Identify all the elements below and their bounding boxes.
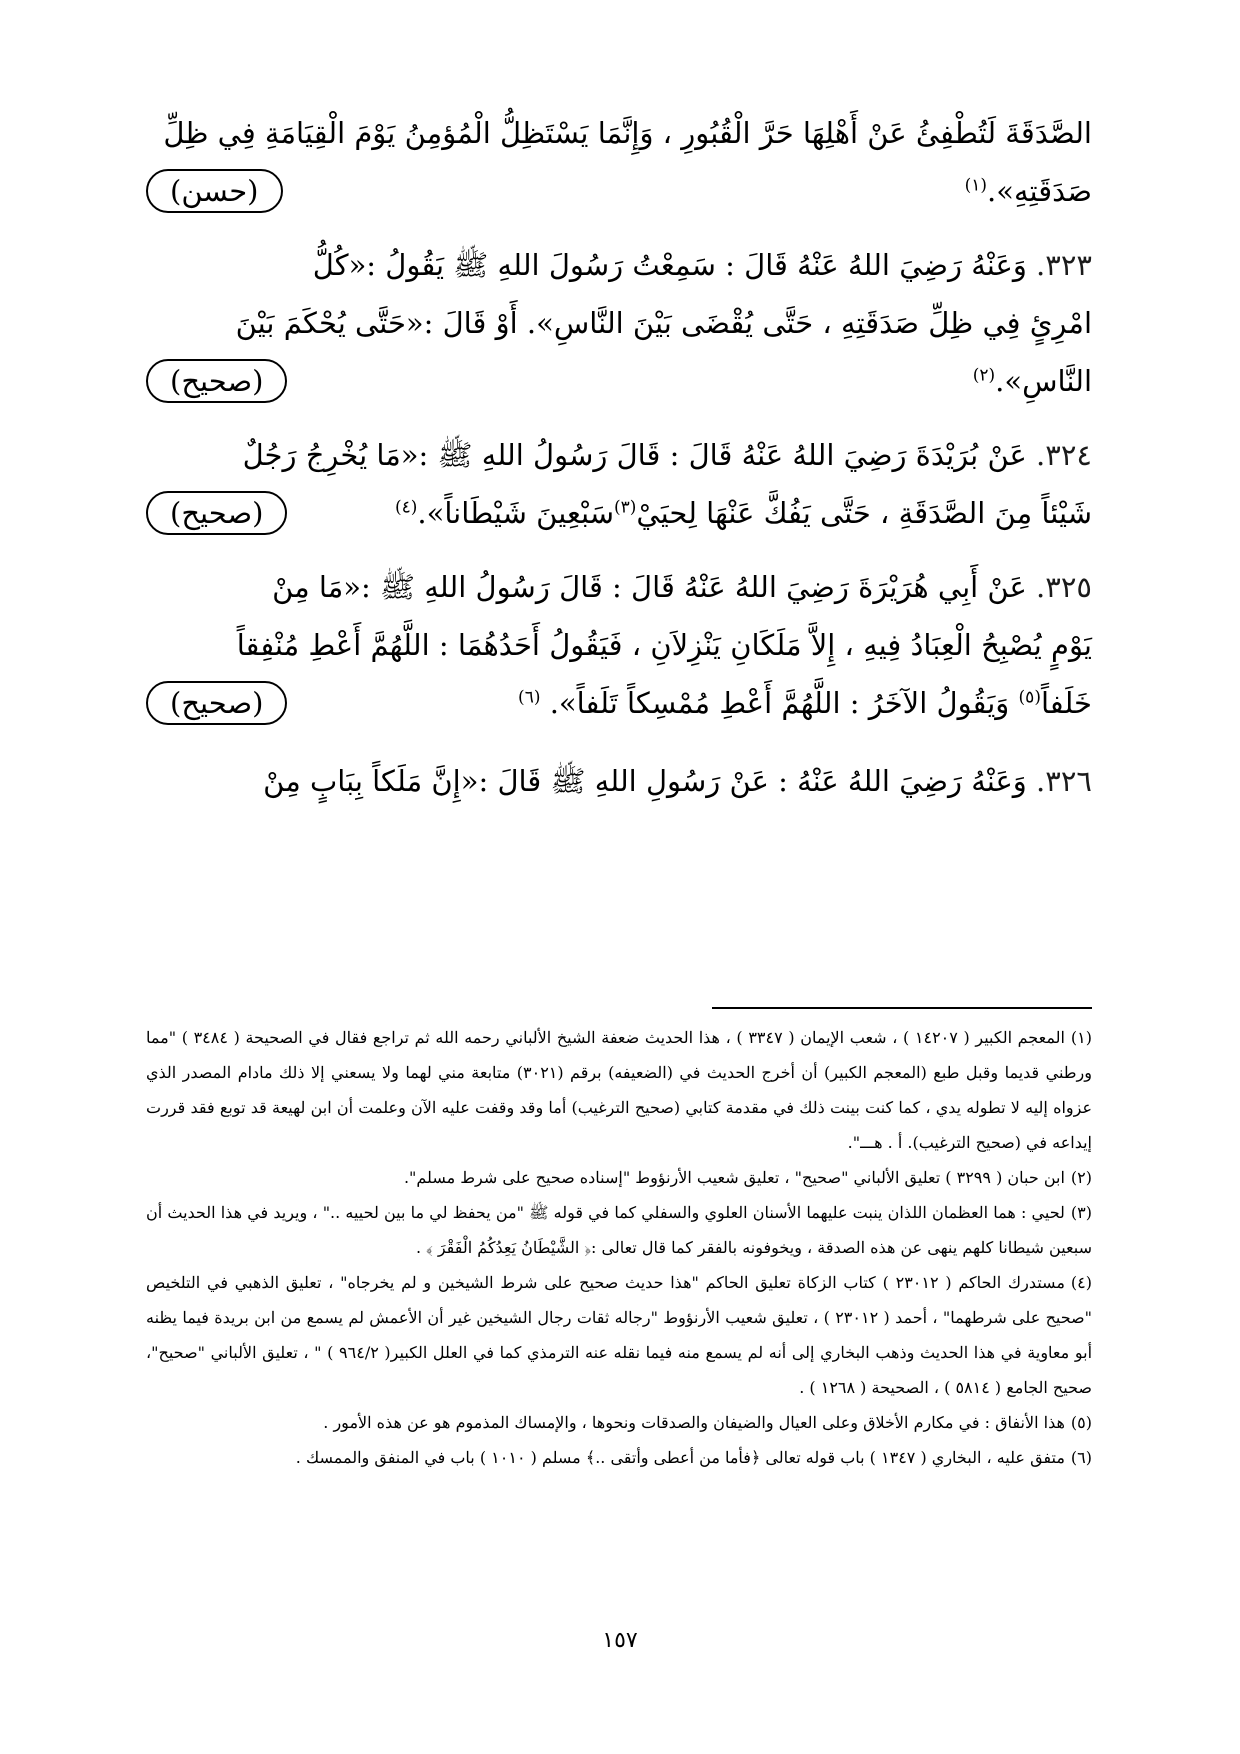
text-line: سَبْعِينَ شَيْطَاناً». bbox=[417, 496, 614, 530]
text-line bbox=[146, 752, 1092, 810]
footnote-2 bbox=[146, 1160, 1092, 1195]
hadith-number: ٣٢٤. bbox=[1036, 438, 1092, 472]
line-end bbox=[518, 674, 1092, 732]
text-line bbox=[146, 236, 1092, 294]
hadith-grade: (حسن) bbox=[146, 169, 283, 213]
footnote-separator bbox=[712, 1007, 1092, 1009]
footnote-4 bbox=[146, 1265, 1092, 1405]
main-text bbox=[146, 104, 1092, 810]
text-line-content: عَنْ بُرَيْدَةَ رَضِيَ اللهُ عَنْهُ قَالَ : قَالَ رَسُولُ اللهِ ﷺ :«مَا يُخْرِجُ رَجُلٌ bbox=[242, 438, 1027, 472]
text-line: امْرِئٍ فِي ظِلِّ صَدَقَتِهِ ، حَتَّى يُقْضَى بَيْنَ النَّاسِ». أَوْ قَالَ :«حَتَّى يُحْكَمَ بَيْنَ bbox=[235, 306, 1092, 340]
grade-row bbox=[146, 484, 1092, 542]
footnote-mark: (٣) bbox=[614, 497, 637, 518]
footnote-number: (٤) bbox=[1070, 1273, 1092, 1292]
footnote-mark: (٤) bbox=[394, 497, 418, 518]
line-end bbox=[973, 352, 1092, 410]
grade-row bbox=[146, 162, 1092, 220]
footnote-3 bbox=[146, 1195, 1092, 1265]
footnote-text: مستدرك الحاكم ( ٢٣٠١٢ ) كتاب الزكاة تعليق الحاكم "هذا حديث صحيح على شرط الشيخين و لم يخرجاه" ، تعليق الذهبي في التلخيص "صحيح على شرطهما" ، أحمد ( ٢٣٠١٢ ) ، تعليق شعيب الأرنؤوط "رجاله ثقات رجال الشيخين غير أن الأعمش لم يسمع من ابن بريدة فيما يظنه أبو معاوية في هذا الحديث وذهب البخاري إلى أنه لم يسمع منه فيما نقله عنه الترمذي كما في العلل الكبير( ٩٦٤/٢ ) " ، تعليق الألباني "صحيح"، صحيح الجامع ( ٥٨١٤ ) ، الصحيحة ( ١٢٦٨ ) . bbox=[146, 1273, 1093, 1397]
footnote-number: (٦) bbox=[1070, 1448, 1092, 1467]
hadith-number: ٣٢٥. bbox=[1036, 570, 1092, 604]
grade-row bbox=[146, 352, 1092, 410]
footnote-1 bbox=[146, 1020, 1092, 1160]
paragraph-322-end bbox=[146, 104, 1092, 220]
text-line bbox=[146, 558, 1092, 616]
footnote-mark: (٥) bbox=[1018, 687, 1041, 708]
footnote-text: متفق عليه ، البخاري ( ١٣٤٧ ) باب قوله تعالى ﴿فأما من أعطى وأتقى ..﴾ مسلم ( ١٠١٠ ) باب في المنفق والممسك . bbox=[295, 1448, 1065, 1467]
line-end bbox=[395, 484, 1092, 542]
footnote-number: (٥) bbox=[1070, 1413, 1092, 1432]
paragraph-326 bbox=[146, 752, 1092, 810]
footnote-mark: (٢) bbox=[972, 365, 996, 386]
line-end bbox=[965, 162, 1092, 220]
text-line-content: عَنْ أَبِي هُرَيْرَةَ رَضِيَ اللهُ عَنْهُ قَالَ : قَالَ رَسُولُ اللهِ ﷺ :«مَا مِنْ bbox=[272, 570, 1027, 604]
footnote-text: المعجم الكبير ( ١٤٢٠٧ ) ، شعب الإيمان ( ٣٣٤٧ ) ، هذا الحديث ضعفة الشيخ الألباني رحمه الله ثم تراجع فقال في الصحيحة ( ٣٤٨٤ ) "مما ورطني قديما وقبل طبع (المعجم الكبير) أن أخرج الحديث في (الضعيفه) برقم (٣٠٢١) متابعة مني لهما ولا يسعني إلا ذلك مادام المصدر الذي عزواه إليه لا تطوله يدي ، كما كنت بينت ذلك في مقدمة كتابي (صحيح الترغيب) أما وقد وقفت عليه الآن وعلمت أن ابن لهيعة قد توبع فقد قررت إيداعه في (صحيح الترغيب). أ . هـــ". bbox=[146, 1028, 1092, 1152]
text-line: خَلَفاً bbox=[1040, 686, 1092, 720]
text-line-content: وَعَنْهُ رَضِيَ اللهُ عَنْهُ قَالَ : سَمِعْتُ رَسُولَ اللهِ ﷺ يَقُولُ :«كُلُّ bbox=[312, 248, 1027, 282]
footnote-mark: (١) bbox=[964, 175, 988, 196]
paragraph-323 bbox=[146, 236, 1092, 410]
footnotes bbox=[146, 1020, 1092, 1475]
footnote-number: (٢) bbox=[1070, 1168, 1092, 1187]
text-line-content: وَعَنْهُ رَضِيَ اللهُ عَنْهُ : عَنْ رَسُولِ اللهِ ﷺ قَالَ :«إِنَّ مَلَكاً بِبَابٍ مِنْ bbox=[263, 764, 1027, 798]
footnote-5 bbox=[146, 1405, 1092, 1440]
footnote-6 bbox=[146, 1440, 1092, 1475]
hadith-grade: (صحيح) bbox=[146, 359, 287, 403]
grade-row bbox=[146, 674, 1092, 732]
page-number: ١٥٧ bbox=[602, 1628, 638, 1653]
paragraph-324 bbox=[146, 426, 1092, 542]
footnote-number: (١) bbox=[1070, 1028, 1093, 1047]
hadith-grade: (صحيح) bbox=[146, 491, 287, 535]
footnote-text: هذا الأنفاق : في مكارم الأخلاق وعلى العيال والضيفان والصدقات ونحوها ، والإمساك المذموم هو عن هذه الأمور . bbox=[323, 1413, 1065, 1432]
text-line: يَوْمٍ يُصْبِحُ الْعِبَادُ فِيهِ ، إِلاَّ مَلَكَانِ يَنْزِلاَنِ ، فَيَقُولُ أَحَدُهُمَا : اللَّهُمَّ أَعْطِ مُنْفِقاً bbox=[236, 628, 1092, 662]
hadith-number: ٣٢٣. bbox=[1036, 248, 1092, 282]
text-line: صَدَقَتِهِ». bbox=[987, 174, 1092, 208]
text-line bbox=[146, 426, 1092, 484]
footnote-text: لحيي : هما العظمان اللذان ينبت عليهما الأسنان العلوي والسفلي كما في قوله ﷺ "من يحفظ لي ما بين لحييه .." ، ويريد في هذا الحديث أن سبعين شيطانا كلهم ينهى عن هذه الصدقة ، ويخوفونه بالفقر كما قال تعالى :﴿ الشَّيْطَانُ يَعِدُكُمُ الْفَقْرَ ﴾ . bbox=[146, 1203, 1092, 1257]
footnote-mark: (٦) bbox=[518, 687, 541, 708]
footnote-text: ابن حبان ( ٣٢٩٩ ) تعليق الألباني "صحيح" ، تعليق شعيب الأرنؤوط "إسناده صحيح على شرط مسلم". bbox=[403, 1168, 1065, 1187]
text-line: وَيَقُولُ الآخَرُ : اللَّهُمَّ أَعْطِ مُمْسِكاً تَلَفاً». bbox=[549, 686, 1010, 720]
text-line: الصَّدَقَةَ لَتُطْفِئُ عَنْ أَهْلِهَا حَرَّ الْقُبُورِ ، وَإِنَّمَا يَسْتَظِلُّ الْمُؤمِنُ يَوْمَ الْقِيَامَةِ فِي ظِلِّ bbox=[163, 116, 1092, 150]
footnote-number: (٣) bbox=[1070, 1203, 1092, 1222]
paragraph-325 bbox=[146, 558, 1092, 732]
hadith-grade: (صحيح) bbox=[146, 681, 287, 725]
text-line: شَيْئاً مِنَ الصَّدَقَةِ ، حَتَّى يَفُكَّ عَنْهَا لِحيَيْ bbox=[636, 496, 1092, 530]
hadith-number: ٣٢٦. bbox=[1036, 764, 1092, 798]
text-line: النَّاسِ». bbox=[995, 364, 1092, 398]
